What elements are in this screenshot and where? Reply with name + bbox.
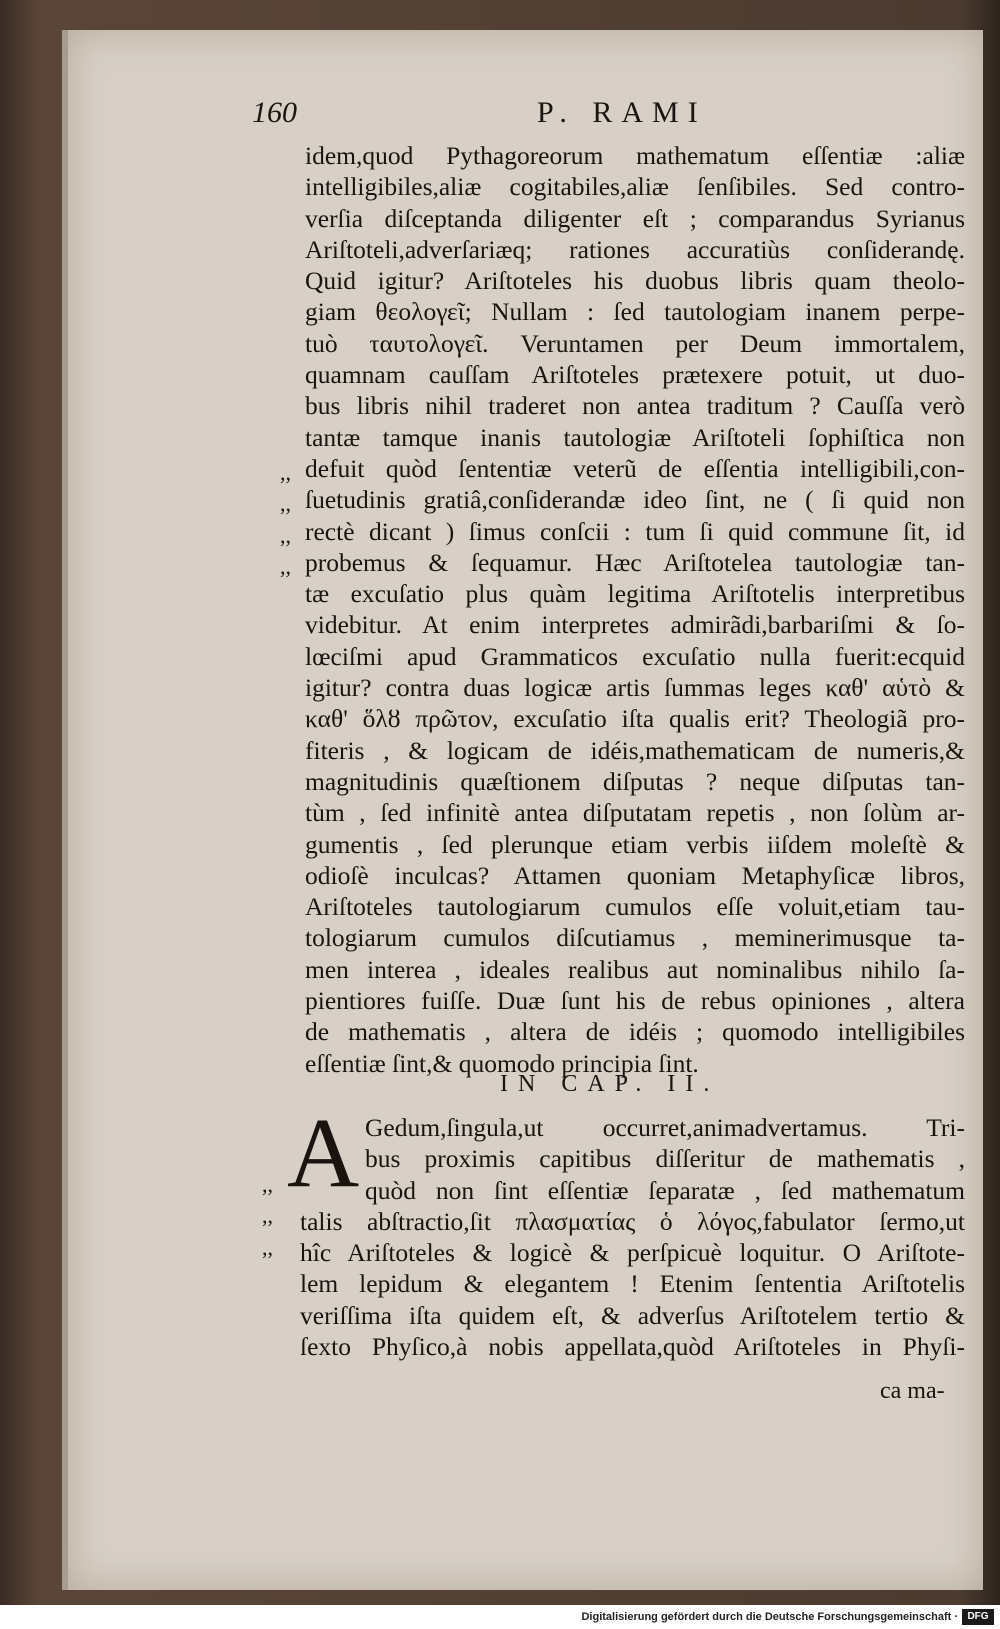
text-line: Ariſtoteles tautologiarum cumulos eſſe voluit,etiam tau-: [305, 892, 965, 922]
body-text: [305, 140, 965, 1079]
folio-number: 160: [252, 96, 297, 129]
text-line: tuò ταυτολογεῖ. Veruntamen per Deum immortalem,: [305, 328, 965, 358]
dropcap-letter: A: [287, 1097, 360, 1208]
marginal-quote-mark: ,,: [262, 1234, 273, 1260]
text-line: pientiores fuiſſe. Duæ ſunt his de rebus opiniones , altera: [305, 986, 965, 1016]
text-line: lem lepidum & elegantem ! Etenim ſententia Ariſtotelis: [300, 1269, 965, 1299]
text-line: rectè dicant ) ſimus conſcii : tum ſi quid commune ſit, id: [305, 516, 965, 546]
text-line: tologiarum cumulos diſcutiamus , meminerimusque ta-: [305, 923, 965, 953]
text-line: tùm , ſed infinitè antea diſputatam repetis , non ſolùm ar-: [305, 798, 965, 828]
text-line: idem,quod Pythagoreorum mathematum eſſentiæ :aliæ: [305, 141, 965, 170]
text-line: gumentis , ſed plerunque etiam verbis iiſdem moleſtè &: [305, 829, 965, 859]
text-line: verſia diſceptanda diligenter eſt ; comparandus Syrianus: [305, 203, 965, 233]
marginal-quote-mark: ,,: [262, 1172, 273, 1197]
running-title: P. RAMI: [537, 96, 707, 129]
text-line: fiteris , & logicam de idéis,mathematicam de numeris,&: [305, 735, 965, 765]
chapter-text: [300, 1112, 965, 1362]
marginal-quote-mark: ,,: [280, 522, 291, 548]
text-line: Quid igitur? Ariſtoteles his duobus libris quam theolo-: [305, 266, 965, 296]
text-line: probemus & ſequamur. Hæc Ariſtotelea tautologiæ tan-: [305, 547, 965, 577]
text-line: ſuetudinis gratiâ,conſiderandæ ideo ſint, ne ( ſi quid non: [305, 485, 965, 515]
text-line: veriſſima iſta quidem eſt, & adverſus Ariſtotelem tertio &: [300, 1300, 965, 1330]
text-line: lœciſmi apud Grammaticos excuſatio nulla fuerit:ecquid: [305, 641, 965, 671]
text-line: eſſentiæ ſint,& quomodo principia ſint.: [305, 1048, 699, 1078]
text-line: quòd non ſint eſſentiæ ſeparatæ , ſed mathematum: [365, 1175, 965, 1205]
funding-credit: Digitalisierung gefördert durch die Deutsche Forschungsgemeinschaft ·: [581, 1611, 958, 1623]
text-line: tantæ tamque inanis tautologiæ Ariſtoteli ſophiſtica non: [305, 422, 965, 452]
text-line: bus libris nihil traderet non antea traditum ? Cauſſa verò: [305, 391, 965, 421]
text-line: de mathematis , altera de idéis ; quomodo intelligibiles: [305, 1017, 965, 1047]
dfg-logo-icon: DFG: [962, 1609, 994, 1625]
text-line: hîc Ariſtoteles & logicè & perſpicuè loquitur. O Ariſtote-: [300, 1238, 965, 1268]
text-line: talis abſtractio,ſit πλασματίας ὁ λόγος,fabulator ſermo,ut: [300, 1206, 965, 1236]
text-line: ſexto Phyſico,à nobis appellata,quòd Ariſtoteles in Phyſi-: [300, 1332, 965, 1362]
text-line: videbitur. At enim interpretes admirãdi,barbariſmi & ſo-: [305, 610, 965, 640]
digitization-footer: [0, 1605, 1000, 1629]
catchword: ca ma-: [880, 1378, 945, 1404]
marginal-quote-mark: ,,: [262, 1203, 273, 1229]
text-line: καθ' ὅλȣ πρῶτον, excuſatio iſta qualis erit? Theologiã pro-: [305, 704, 965, 734]
text-line: giam θεολογεῖ; Nullam : ſed tautologiam inanem perpe-: [305, 297, 965, 327]
text-line: odioſè inculcas? Attamen quoniam Metaphyſicæ libros,: [305, 860, 965, 890]
page-header: [252, 96, 952, 136]
text-line: defuit quòd ſententiæ veterũ de eſſentia intelligibili,con-: [305, 453, 965, 483]
text-line: men interea , ideales realibus aut nominalibus nihilo ſa-: [305, 954, 965, 984]
chapter-heading: IN CAP. II.: [500, 1071, 720, 1097]
text-line: bus proximis capitibus diſſeritur de mathematis ,: [365, 1144, 965, 1174]
text-line: intelligibiles,aliæ cogitabiles,aliæ ſenſibiles. Sed contro-: [305, 172, 965, 202]
text-line: Ariſtoteli,adverſariæq; rationes accuratiùs conſiderandę.: [305, 234, 965, 264]
marginal-quote-mark: ,,: [280, 460, 291, 485]
text-line: quamnam cauſſam Ariſtoteles prætexere potuit, ut duo-: [305, 360, 965, 390]
text-line: tæ excuſatio plus quàm legitima Ariſtotelis interpretibus: [305, 579, 965, 609]
text-line: magnitudinis quæſtionem diſputas ? neque diſputas tan-: [305, 766, 965, 796]
text-line: Gedum,ſingula,ut occurret,animadvertamus. Tri-: [365, 1113, 965, 1142]
marginal-quote-mark: ,,: [280, 553, 291, 579]
marginal-quote-mark: ,,: [280, 491, 291, 517]
text-line: igitur? contra duas logicæ artis ſummas leges καθ' αὑτὸ &: [305, 673, 965, 703]
